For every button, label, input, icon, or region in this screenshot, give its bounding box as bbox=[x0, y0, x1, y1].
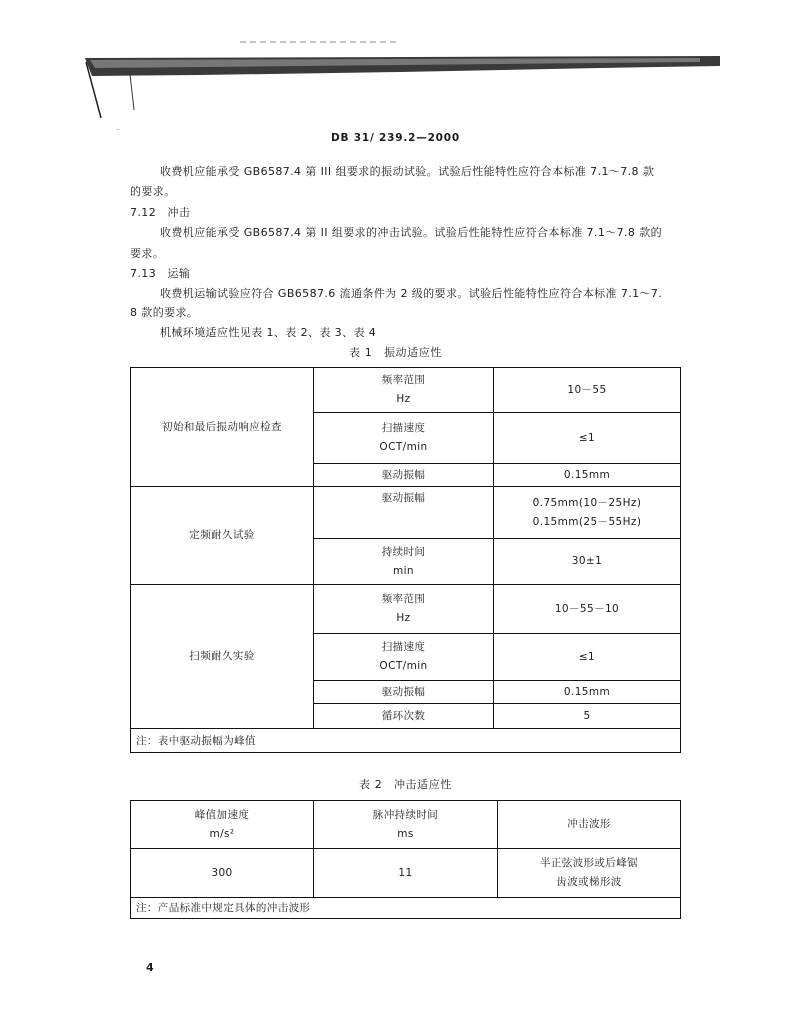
table1-note: 注：表中驱动振幅为峰值 bbox=[131, 729, 681, 753]
table1-value-cell: ≤1 bbox=[494, 413, 681, 464]
shock-paragraph-line-1: 收费机应能承受 GB6587.4 第 II 组要求的冲击试验。试验后性能特性应符合本标准 7.1～7.8 款的 bbox=[160, 226, 663, 239]
table1-param-cell: 驱动振幅 bbox=[314, 487, 494, 539]
table2-header-shock-waveform: 冲击波形 bbox=[498, 801, 681, 849]
table1-param-cell: 驱动振幅 bbox=[314, 464, 494, 487]
table1-value-cell: 30±1 bbox=[494, 539, 681, 585]
table1-value-cell: 5 bbox=[494, 704, 681, 729]
table1-value-cell: 10－55－10 bbox=[494, 585, 681, 634]
vibration-table bbox=[130, 367, 681, 753]
shock-paragraph-line-2: 要求。 bbox=[130, 247, 165, 260]
vibration-paragraph-line-2: 的要求。 bbox=[130, 185, 176, 198]
table2-value-shock-waveform: 半正弦波形或后峰锯 齿波或梯形波 bbox=[498, 849, 681, 898]
section-heading-transport: 7.13 运输 bbox=[130, 267, 191, 280]
tables-intro: 机械环境适应性见表 1、表 2、表 3、表 4 bbox=[160, 326, 377, 339]
vibration-paragraph-line-1: 收费机应能承受 GB6587.4 第 III 组要求的振动试验。试验后性能特性应符合本标准 7.1～7.8 款 bbox=[160, 165, 655, 178]
table1-param-cell: 扫描速度 OCT/min bbox=[314, 413, 494, 464]
table1-group-initial-final-check: 初始和最后振动响应检查 bbox=[131, 368, 314, 487]
table1-param-cell: 频率范围 Hz bbox=[314, 585, 494, 634]
transport-paragraph-line-2: 8 款的要求。 bbox=[130, 306, 199, 319]
table1-value-cell: 0.15mm bbox=[494, 681, 681, 704]
transport-paragraph-line-1: 收费机运输试验应符合 GB6587.6 流通条件为 2 级的要求。试验后性能特性应符合本标准 7.1～7. bbox=[160, 287, 663, 300]
table1-param-cell: 驱动振幅 bbox=[314, 681, 494, 704]
shock-table bbox=[130, 800, 681, 919]
scan-noise-band bbox=[0, 0, 791, 130]
page-number: 4 bbox=[146, 961, 154, 974]
table1-param-cell: 频率范围 Hz bbox=[314, 368, 494, 413]
table1-group-sweep-endurance: 扫频耐久实验 bbox=[131, 585, 314, 729]
table1-value-cell: 10－55 bbox=[494, 368, 681, 413]
table1-value-cell: ≤1 bbox=[494, 634, 681, 681]
table2-header-peak-acceleration: 峰值加速度 m/s² bbox=[131, 801, 314, 849]
table1-group-fixed-frequency-endurance: 定频耐久试验 bbox=[131, 487, 314, 585]
table1-value-cell: 0.75mm(10－25Hz) 0.15mm(25－55Hz) bbox=[494, 487, 681, 539]
section-heading-shock: 7.12 冲击 bbox=[130, 206, 191, 219]
document-code: DB 31/ 239.2—2000 bbox=[330, 132, 460, 144]
table2-header-pulse-duration: 脉冲持续时间 ms bbox=[314, 801, 498, 849]
table1-param-cell: 持续时间 min bbox=[314, 539, 494, 585]
table2-caption: 表 2 冲击适应性 bbox=[359, 778, 452, 791]
table1-value-cell: 0.15mm bbox=[494, 464, 681, 487]
table2-value-peak-acceleration: 300 bbox=[131, 849, 314, 898]
table2-note: 注：产品标准中规定具体的冲击波形 bbox=[131, 898, 681, 919]
table1-param-cell: 扫描速度 OCT/min bbox=[314, 634, 494, 681]
table1-param-cell: 循环次数 bbox=[314, 704, 494, 729]
table1-caption: 表 1 振动适应性 bbox=[349, 346, 442, 359]
table2-value-pulse-duration: 11 bbox=[314, 849, 498, 898]
